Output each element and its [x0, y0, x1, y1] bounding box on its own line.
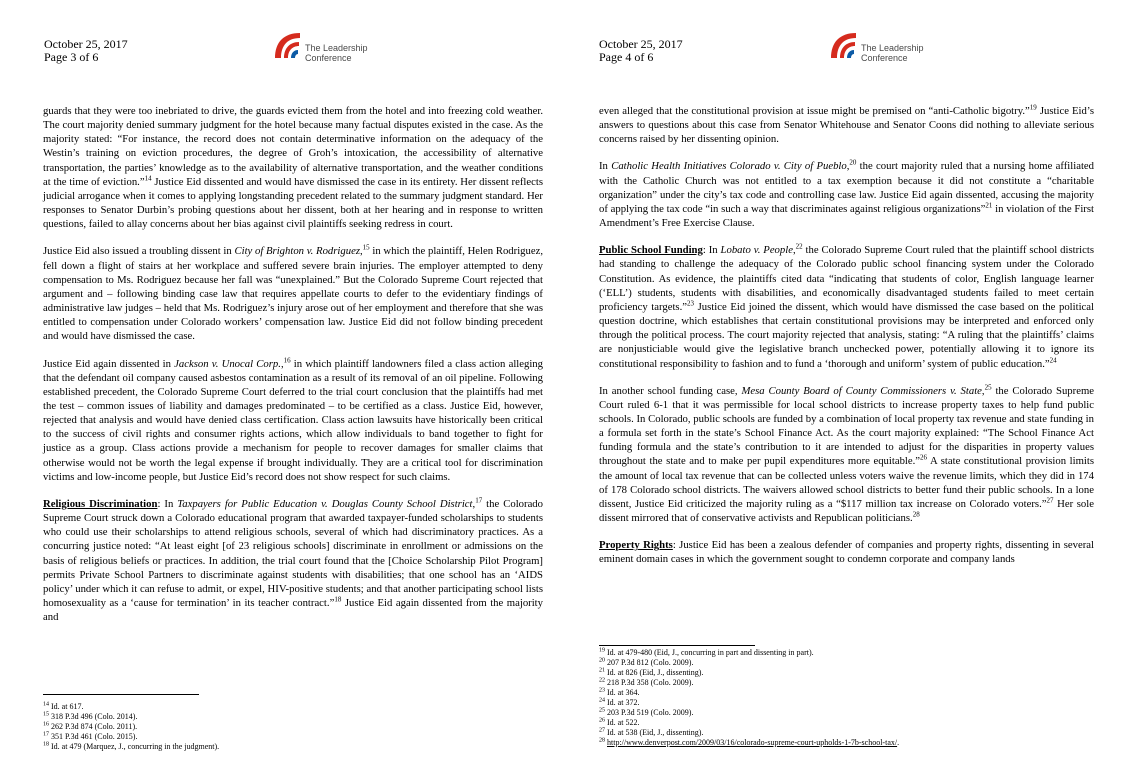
logo-arc-icon [828, 30, 860, 60]
page-header [44, 38, 128, 64]
footnote: $^{26}$ Id. at 522. [599, 717, 640, 727]
leadership-conference-logo [272, 30, 392, 64]
paragraph: Justice Eid also issued a troubling dissent in City of Brighton v. Rodriguez,$^{15}$ in which the plaintiff, Helen Rodriguez, fell down a flight of stairs at her workplace and suffered severe brain injuries. The employer attempted to deny compensation to Ms. Rodriguez because her fall was “unexplained.” But the Colorado Supreme Court rejected that argument and – following binding case law that requires appellate courts to defer to the evidentiary findings of administrative law judges – held that Ms. Rodriguez’s injury arose out of her employment and therefore that she was entitled to compensation under Colorado workers’ compensation law. Justice Eid did not follow binding precedent and would have dismissed the case. [43, 243, 544, 343]
case-name: Jackson v. Unocal Corp. [174, 357, 281, 370]
page-body [599, 104, 1094, 580]
footnote: $^{23}$ Id. at 364. [599, 687, 640, 697]
case-name: Catholic Health Initiatives Colorado v. City of Pueblo [611, 160, 847, 173]
page-header [599, 38, 683, 64]
footnote: $^{14}$ Id. at 617. [43, 701, 84, 711]
logo-wordmark: The Leadership Conference [861, 43, 924, 63]
section-heading: Public School Funding [599, 244, 703, 257]
paragraph: guards that they were too inebriated to drive, the guards evicted them from the hotel and into freezing cold weather. The court majority denied summary judgment for the hotel because many factual disputes existed in the case. As the majority stated: “For instance, the record does not contain determinative information on the adequacy of the Westin’s training on eviction procedures, the degree of Groh’s intoxication, the accessibility of alternative transportation, the parties’ knowledge as to the availability of alternative transportation, and the weather conditions at the time of eviction.”$^{14}$ Justice Eid dissented and would have dismissed the case in its entirety. Her dissent reflects judicial arrogance when it comes to applying longstanding precedent related to the summary judgment standard. Her responses to Senator Durbin’s probing questions about her dissent, both at her hearing and in response to written questions, failed to allay concerns about her bias against civil plaintiffs seeking redress in court. [43, 105, 544, 231]
header-page-number: Page 4 of 6 [599, 50, 654, 64]
page-body [43, 104, 543, 637]
footnote: $^{16}$ 262 P.3d 874 (Colo. 2011). [43, 721, 138, 731]
footnote-link[interactable]: http://www.denverpost.com/2009/03/16/colorado-supreme-court-upholds-1-7b-school-tax/ [607, 738, 898, 747]
paragraph: In Catholic Health Initiatives Colorado v. City of Pueblo,$^{20}$ the court majority ruled that a nursing home affiliated with the Catholic Church was not entitled to a tax exemption because it did not constitute a “charitable organization” under the city’s tax code and controlling case law. Justice Eid again dissented, accusing the majority of applying the tax code “in such a way that discriminates against religious organizations”$^{21}$ in violation of the First Amendment’s Free Exercise Clause. [599, 158, 1095, 230]
header-date: October 25, 2017 [44, 37, 128, 51]
case-name: City of Brighton v. Rodriguez [234, 245, 360, 258]
footnote-divider [43, 694, 199, 695]
case-name: Lobato v. People [720, 244, 793, 257]
paragraph: Public School Funding: In Lobato v. People,$^{22}$ the Colorado Supreme Court ruled that the plaintiff school districts had standing to challenge the adequacy of the Colorado public school financing system under the Colorado Constitution. As evidence, the plaintiffs cited data “indicating that students of color, English language learner (‘ELL’) students, students with disabilities, and economically disadvantaged students failed to meet certain proficiency targets.”$^{23}$ Justice Eid joined the dissent, which would have dismissed the case based on the political question doctrine, which establishes that certain constitutional provisions may be interpreted and enforced only through the political process. The court majority rejected that analysis, stating: “A ruling that the plaintiffs’ claims are nonjusticiable would give the legislative branch unchecked power, potentially allowing it to ignore its constitutional responsibility to fashion and to fund a ‘thorough and uniform’ system of public education.”$^{24}$ [599, 242, 1095, 370]
logo-arc-icon [272, 30, 304, 60]
paragraph: Property Rights: Justice Eid has been a zealous defender of companies and property rights, dissenting in several eminent domain cases in which the government sought to condemn corporate and company lands [599, 539, 1095, 566]
footnotes [43, 702, 543, 752]
header-date: October 25, 2017 [599, 37, 683, 51]
leadership-conference-logo [828, 30, 948, 64]
footnote: $^{24}$ Id. at 372. [599, 697, 640, 707]
footnote: $^{22}$ 218 P.3d 358 (Colo. 2009). [599, 677, 694, 687]
paragraph: Justice Eid again dissented in Jackson v. Unocal Corp.,$^{16}$ in which plaintiff landowners filed a class action alleging that the defendant oil company caused asbestos contamination as a result of its removal of an oil pipeline. Following established precedent, the Colorado Supreme Court deferred to the trial court conclusion that the plaintiffs had met the test – common issues of liability and damages predominated – to be certified as a class. Justice Eid, however, rejected that analysis and would have denied class certification. Class action lawsuits have historically been critical to the success of civil rights and consumer rights actions, which allow individuals to band together to fight for justice as a group. Class actions provide a mechanism for people to recover damages for smaller claims that otherwise would not be worth the legal expense if brought individually. They are a critical tool for discrimination victims and low-income people, but Justice Eid’s record does not show respect for such claims. [43, 355, 543, 483]
header-page-number: Page 3 of 6 [44, 50, 99, 64]
section-heading: Property Rights [599, 539, 673, 552]
section-heading: Religious Discrimination [43, 497, 158, 510]
paragraph: In another school funding case, Mesa County Board of County Commissioners v. State,$^{25}$ the Colorado Supreme Court ruled 6-1 that it was permissible for local school districts to increase property taxes to help fund public schools. In Colorado, public schools are funded by a combination of local property tax revenue and state funding in a formula set forth in the state’s School Finance Act. As the court majority explained: “The School Finance Act funding formula and the state’s contribution to it are intended to adjust for the disparities in property values throughout the state and to make per pupil expenditures more equitable.”$^{26}$ A state constitutional provision limits the amount of local tax revenue that can be collected unless voters waive the revenue limits, which they did in 174 of 178 Colorado school districts. The waivers allowed school districts to better fund their public schools. In a lone dissent, Justice Eid criticized the majority ruling as a “$117 million tax increase on Colorado voters.”$^{27}$ Her sole dissent mirrored that of conservative activists and Republican politicians.$^{28}$ [599, 383, 1094, 525]
footnote: $^{15}$ 318 P.3d 496 (Colo. 2014). [43, 711, 138, 721]
paragraph: even alleged that the constitutional provision at issue might be premised on “anti-Catholic bigotry.”$^{19}$ Justice Eid’s answers to questions about this case from Senator Whitehouse and Senator Coons did nothing to alleviate serious concerns raised by her dissenting opinion. [599, 103, 1094, 146]
logo-wordmark: The Leadership Conference [305, 43, 368, 63]
case-name: Taxpayers for Public Education v. Douglas County School District [177, 497, 473, 510]
paragraph: Religious Discrimination: In Taxpayers for Public Education v. Douglas County School District,$^{17}$ the Colorado Supreme Court struck down a Colorado educational program that awarded taxpayer-funded scholarships to students who could use their scholarships to attend religious schools, several of which had discriminatory practices. As a concurring justice noted: “At least eight [of 23 religious schools] discriminate in enrollment or admissions on the basis of religious beliefs or practices. In addition, the trial court found that the [Choice Scholarship Pilot Program] permits Private School Partners to discriminate against students with disabilities; that one school has an ‘AIDS policy’ under which it can refuse to admit, or expel, HIV-positive students; and that another participating school lists homosexuality as a ‘cause for termination’ in its teacher contract.”$^{18}$ Justice Eid again dissented from the majority and [43, 496, 544, 624]
footnote: $^{18}$ Id. at 479 (Marquez, J., concurring in the judgment). [43, 741, 220, 751]
footnote: $^{21}$ Id. at 826 (Eid, J., dissenting). [599, 667, 704, 677]
footnote: $^{28}$ http://www.denverpost.com/2009/03/16/colorado-supreme-court-upholds-1-7b-school-tax/. [599, 737, 900, 747]
document-page-4 [571, 0, 1142, 779]
footnote-divider [599, 645, 755, 646]
case-name: Mesa County Board of County Commissioners v. State [741, 384, 982, 397]
footnote: $^{20}$ 207 P.3d 812 (Colo. 2009). [599, 657, 694, 667]
footnote: $^{19}$ Id. at 479-480 (Eid, J., concurring in part and dissenting in part). [599, 647, 814, 657]
footnote: $^{25}$ 203 P.3d 519 (Colo. 2009). [599, 707, 694, 717]
footnote: $^{17}$ 351 P.3d 461 (Colo. 2015). [43, 731, 138, 741]
footnotes [599, 648, 1099, 748]
footnote: $^{27}$ Id. at 538 (Eid, J., dissenting). [599, 727, 704, 737]
